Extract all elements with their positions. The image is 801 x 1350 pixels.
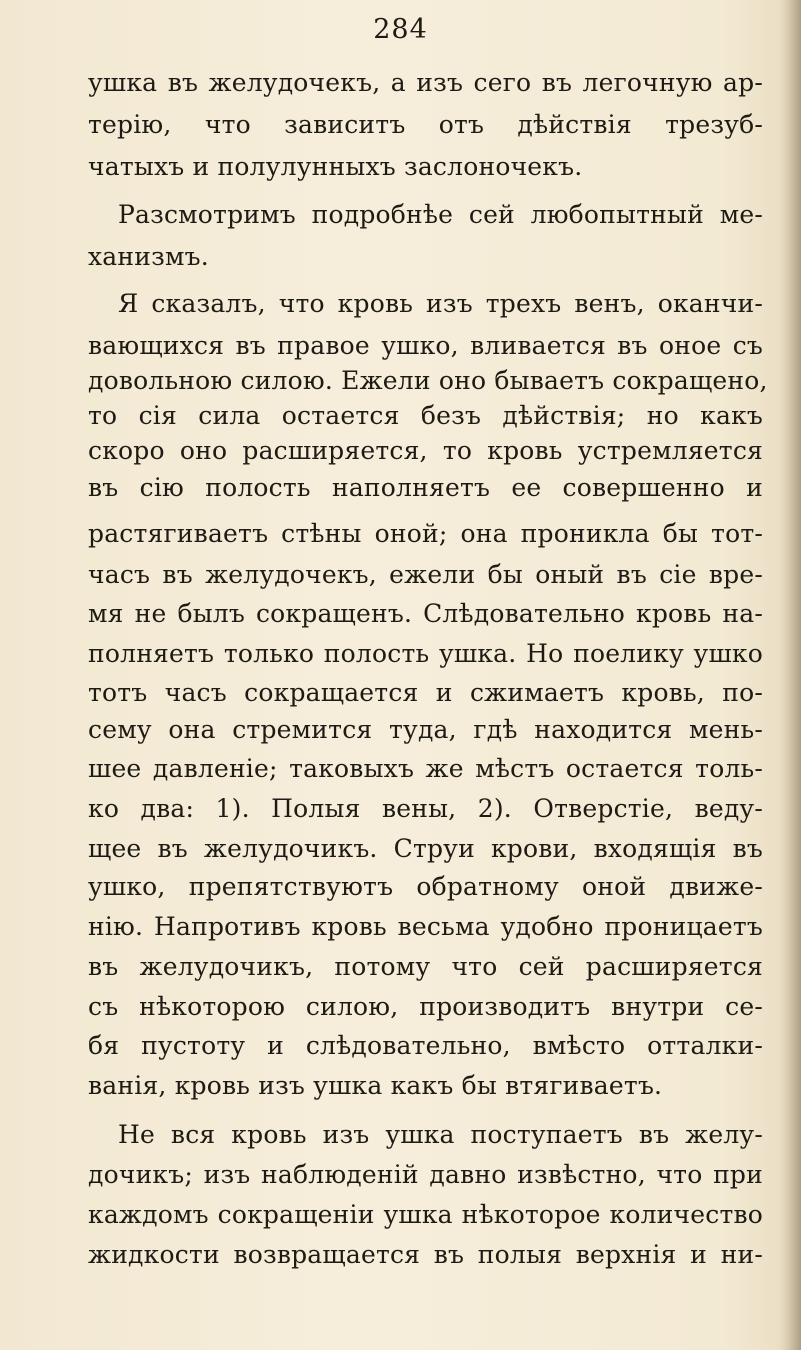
text-line: съ нѣкоторою силою, производитъ внутри се- <box>88 992 763 1021</box>
text-line: щее въ желудочикъ. Струи крови, входящія въ <box>88 834 763 863</box>
text-line: шее давленіе; таковыхъ же мѣстъ остается толь- <box>88 754 763 783</box>
text-line: ханизмъ. <box>88 242 209 271</box>
text-line: скоро оно расширяется, то кровь устремляется <box>88 436 763 465</box>
text-line: довольною силою. Ежели оно бываетъ сокращено, <box>88 366 768 395</box>
text-line: дочикъ; изъ наблюденій давно извѣстно, что при <box>88 1160 763 1189</box>
text-line: ванія, кровь изъ ушка какъ бы втягиваетъ. <box>88 1071 663 1100</box>
paragraph-start-line: Я сказалъ, что кровь изъ трехъ венъ, оканчи- <box>118 289 763 318</box>
text-line: бя пустоту и слѣдовательно, вмѣсто отталки- <box>88 1031 763 1060</box>
text-line: мя не былъ сокращенъ. Слѣдовательно кровь на- <box>88 599 763 628</box>
text-line: ушка въ желудочекъ, а изъ сего въ легочную ар- <box>88 68 763 97</box>
text-line: то сія сила остается безъ дѣйствія; но какъ <box>88 401 763 430</box>
text-line: сему она стремится туда, гдѣ находится мень- <box>88 715 763 744</box>
text-line: жидкости возвращается въ полыя верхнія и ни- <box>88 1240 763 1269</box>
text-line: въ сію полость наполняетъ ее совершенно и <box>88 473 763 502</box>
text-line: тотъ часъ сокращается и сжимаетъ кровь, по- <box>88 678 763 707</box>
text-line: каждомъ сокращеніи ушка нѣкоторое количество <box>88 1200 763 1229</box>
text-line: ко два: 1). Полыя вены, 2). Отверстіе, веду- <box>88 794 763 823</box>
text-line: растягиваетъ стѣны оной; она проникла бы тот- <box>88 519 763 548</box>
text-line: въ желудочикъ, потому что сей расширяется <box>88 952 763 981</box>
page-edge-shadow <box>779 0 801 1350</box>
text-line: терію, что зависитъ отъ дѣйствія трезуб- <box>88 110 763 139</box>
paragraph-start-line: Не вся кровь изъ ушка поступаетъ въ желу- <box>118 1120 763 1149</box>
text-line: часъ въ желудочекъ, ежели бы оный въ сіе вре- <box>88 560 763 589</box>
paragraph-start-line: Разсмотримъ подробнѣе сей любопытный ме- <box>118 200 763 229</box>
text-line: вающихся въ правое ушко, вливается въ оное съ <box>88 331 763 360</box>
text-line: чатыхъ и полулунныхъ заслоночекъ. <box>88 152 583 181</box>
text-line: ушко, препятствуютъ обратному оной движе- <box>88 872 763 901</box>
text-line: полняетъ только полость ушка. Но поелику ушко <box>88 639 763 668</box>
page-number: 284 <box>373 14 428 45</box>
text-line: нію. Напротивъ кровь весьма удобно проницаетъ <box>88 912 763 941</box>
